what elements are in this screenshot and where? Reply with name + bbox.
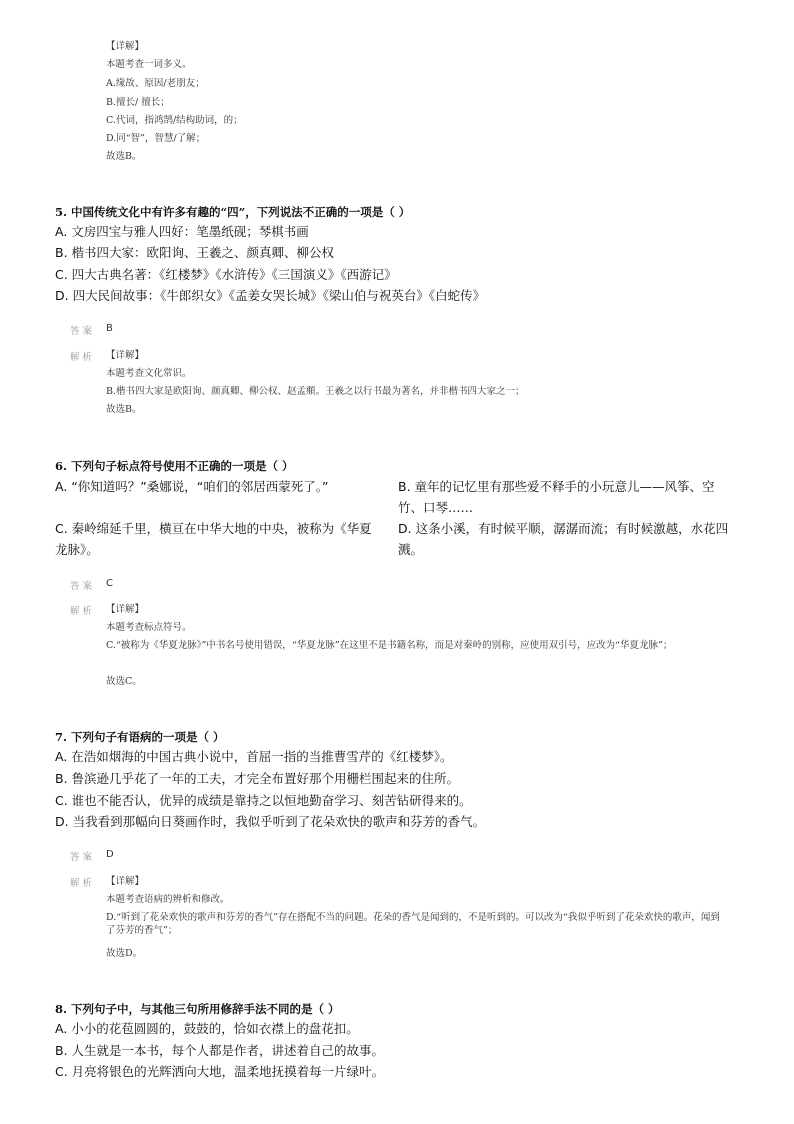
option-a: A. 小小的花苞圆圆的，鼓鼓的，恰如衣襟上的盘花扣。 [55,1021,359,1036]
explanation-line: 故选B。 [106,151,142,162]
explanation-line: 本题考查文化常识。 [106,368,192,379]
answer-label: 答案 [70,581,96,592]
analysis-label: 解析 [70,878,96,889]
answer-value: C [106,578,113,589]
question-title: 6. 下列句子标点符号使用不正确的一项是（ ） [55,459,294,473]
option-b: B. 童年的记忆里有那些爱不释手的小玩意儿——风筝、空竹、口琴…… [398,479,715,515]
explanation-line: 本题考查标点符号。 [106,622,192,633]
explanation-line: D.“听到了花朵欢快的歌声和芬芳的香气”存在搭配不当的问题。花朵的香气是闻到的，不是听到的。可以改为“我似乎听到了花朵欢快的歌声，闻到了芬芳的香气”； [106,912,720,936]
answer-label: 答案 [70,326,96,337]
option-c: C. 谁也不能否认，优异的成绩是靠持之以恒地勤奋学习、刻苦钻研得来的。 [55,793,472,808]
option-d: D. 四大民间故事：《牛郎织女》《孟姜女哭长城》《梁山伯与祝英台》《白蛇传》 [55,288,486,303]
analysis-label: 解析 [70,352,96,363]
explanation-line: C.“被称为《华夏龙脉》”中书名号使用错误，“华夏龙脉”在这里不是书籍名称，而是对秦岭的别称，应使用双引号，应改为“华夏龙脉”； [106,640,673,651]
option-b: B. 鲁滨逊几乎花了一年的工夫，才完全布置好那个用栅栏围起来的住所。 [55,771,460,786]
option-c: C. 秦岭绵延千里，横亘在中华大地的中央，被称为《华夏龙脉》。 [55,521,372,557]
option-c: C. 月亮将银色的光辉洒向大地，温柔地抚摸着每一片绿叶。 [55,1064,385,1079]
answer-value: D [106,849,114,860]
explanation-line: 【详解】 [106,41,145,52]
explanation-line: A.缘故、原因/老朋友； [106,78,205,89]
option-a: A. “你知道吗？”桑娜说，“咱们的邻居西蒙死了。” [55,479,329,494]
explanation-line: 故选D。 [106,948,143,959]
explanation-line: 【详解】 [106,350,145,361]
option-a: A. 文房四宝与雅人四好：笔墨纸砚；琴棋书画 [55,224,309,239]
answer-value: B [106,323,113,334]
option-a: A. 在浩如烟海的中国古典小说中，首屈一指的当推曹雪芹的《红楼梦》。 [55,749,453,764]
option-c: C. 四大古典名著：《红楼梦》《水浒传》《三国演义》《西游记》 [55,267,397,282]
explanation-line: D.同“智”，智慧/了解； [106,133,206,144]
question-title: 5. 中国传统文化中有许多有趣的“四”，下列说法不正确的一项是（ ） [55,205,411,219]
option-b: B. 人生就是一本书，每个人都是作者，讲述着自己的故事。 [55,1043,385,1058]
explanation-line: 故选B。 [106,404,142,415]
question-title: 7. 下列句子有语病的一项是（ ） [55,730,225,744]
option-d: D. 这条小溪，有时候平顺，潺潺而流；有时候激越，水花四溅。 [398,521,729,557]
explanation-line: B.楷书四大家是欧阳询、颜真卿、柳公权、赵孟頫。王羲之以行书最为著名，并非楷书四大家之一； [106,386,525,397]
explanation-line: 【详解】 [106,604,145,615]
explanation-line: 故选C。 [106,676,142,687]
explanation-line: C.代词，指鸿鹄/结构助词，的； [106,115,243,126]
explanation-line: B.擅长/ 擅长； [106,97,170,108]
option-b: B. 楷书四大家：欧阳询、王羲之、颜真卿、柳公权 [55,245,335,260]
analysis-label: 解析 [70,606,96,617]
option-d: D. 当我看到那幅向日葵画作时，我似乎听到了花朵欢快的歌声和芬芳的香气。 [55,814,486,829]
question-title: 8. 下列句子中，与其他三句所用修辞手法不同的是（ ） [55,1002,340,1016]
answer-label: 答案 [70,852,96,863]
explanation-line: 本题考查一词多义。 [106,59,192,70]
explanation-line: 【详解】 [106,876,145,887]
explanation-line: 本题考查语病的辨析和修改。 [106,894,230,905]
